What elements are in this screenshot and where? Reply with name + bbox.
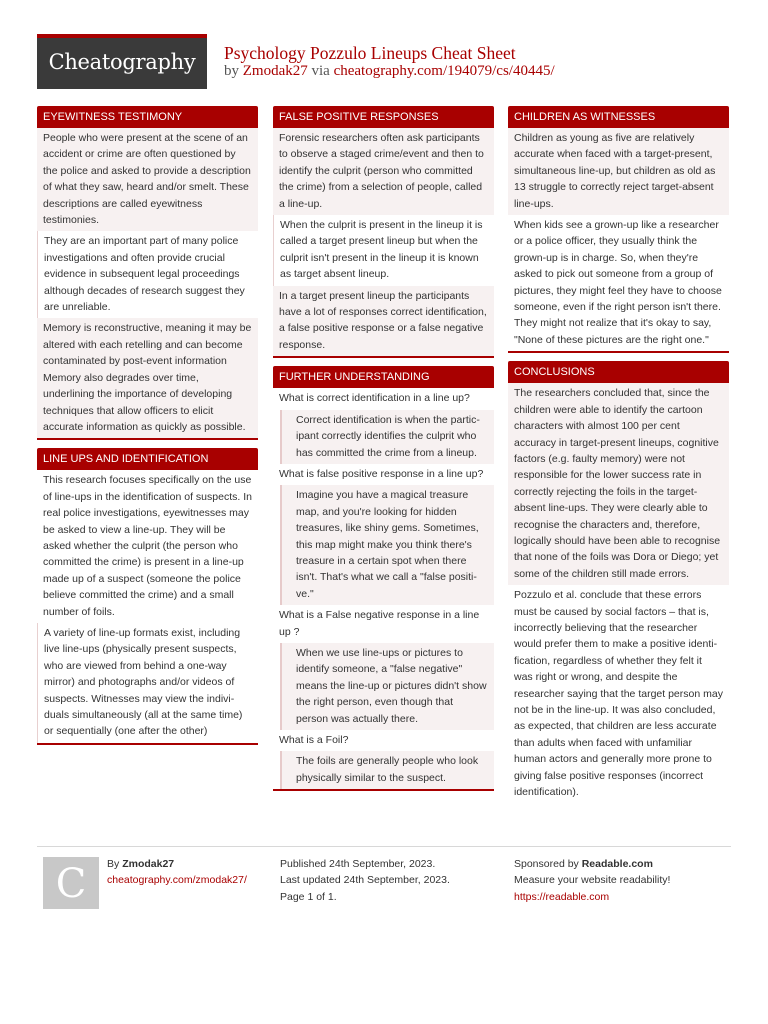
column-2 [273, 106, 494, 799]
avatar-letter: C [55, 861, 87, 907]
text-block: People who were present at the scene of an accident or crime are often questioned by the police and asked to provide a description of what they saw, heard and/or smelt. These descriptions are called eyewitness testimonies. [37, 128, 258, 231]
sponsor-line [514, 856, 670, 872]
footer-sponsor [514, 856, 670, 905]
column-3 [508, 106, 729, 811]
section-heading: CHILDREN AS WITNESSES [508, 106, 729, 128]
text-block: This research focuses specifically on the use of line-ups in the identification of suspects. In real police investigations, eyewitnesses may be asked to view a line-up. They will be asked whether the culprit (the person who committed the crime) is present in a line-up made up of a suspect (someone the police believe committed the crime) and a small number of foils. [43, 474, 252, 618]
via-label: via [311, 63, 330, 79]
footer [37, 846, 731, 907]
sheet-url-link[interactable]: cheatography.com/194079/cs/40445/ [333, 63, 555, 79]
text-block: Forensic researchers often ask participants to observe a staged crime/event and then to identify the culprit (person who committed the crime) from a selection of people, called a line-up. [273, 128, 494, 215]
updated-date: Last updated 24th September, 2023. [280, 874, 450, 887]
text-block: In a target present lineup the participants have a lot of responses correct identification, a false positive response or a false negative response. [273, 286, 494, 357]
text-block: A variety of line-up formats exist, including live line-ups (physically present suspects, who are viewed from behind a one-way mirror) and photographs and/or videos of suspects. Witnesses may view the individuals simultaneously (all at the same time) or sequentially (one after the other) [37, 623, 258, 743]
answer: Correct identification is when the participant correctly identifies the culprit who has committed the crime from a lineup. [280, 410, 494, 464]
answer: The foils are generally people who look physically similar to the suspect. [280, 751, 494, 789]
sponsored-label: Sponsored by [514, 858, 579, 870]
answer: When we use line-ups or pictures to identify someone, a "false negative" means the line-up or pictures didn't show the right person, even though that person was actually there. [280, 643, 494, 730]
text-block: When the culprit is present in the lineup it is called a target present lineup but when the culprit isn't present in the lineup it is known as target absent lineup. [273, 215, 494, 286]
section-eyewitness-testimony [37, 106, 258, 440]
section-false-positive-responses [273, 106, 494, 358]
author-link[interactable]: Zmodak27 [242, 63, 308, 79]
section-heading: LINE UPS AND IDENTIFICATION [37, 448, 258, 470]
text-block: Memory is reconstructive, meaning it may be altered with each retelling and can become contaminated by post-event information Memory also degrades over time, underlining the importance of developing techniques that allow officers to elicit accurate information as quickly as possible. [37, 318, 258, 438]
sponsor-name[interactable]: Readable.com [581, 858, 653, 870]
question: What is correct identification in a line up? [273, 388, 494, 409]
section-heading: EYEWITNESS TESTIMONY [37, 106, 258, 128]
by-label: By [107, 858, 120, 870]
footer-dates [280, 856, 450, 905]
text-block: Pozzulo et al. conclude that these errors must be caused by social factors – that is, incorrectly believing that the researcher would prefer them to make a positive identification, regardless of whether they felt it was right or wrong, and despite the researcher saying that the target person may not be in the line-up. It was also concluded, as expected, that children are less accurate than adults when faced with unfamiliar human actors and generally more prone to giving false positive responses (incorrect identification). [514, 589, 723, 799]
sponsor-tagline: Measure your website readability! [514, 874, 671, 887]
text-block: When kids see a grown-up like a researcher or a police officer, they usually think the grown-up is in charge. So, when they're asked to pick out someone from a group of pictures, they might feel they have to choose someone, even if the right person isn't there. They might not realize that it's okay to say, "None of these pictures are the right one." [514, 219, 722, 346]
footer-author [107, 856, 247, 889]
section-heading: FALSE POSITIVE RESPONSES [273, 106, 494, 128]
text-block: They are an important part of many police investigations and often provide crucial evidence in subsequent legal proceedings although decades of research suggest they are unreliable. [37, 231, 258, 318]
footer-author-name[interactable]: Zmodak27 [122, 858, 175, 870]
question: What is false positive response in a line up? [273, 464, 494, 485]
footer-author-url[interactable]: cheatography.com/zmodak27/ [107, 874, 247, 887]
section-further-understanding [273, 366, 494, 791]
avatar[interactable] [43, 857, 99, 909]
sponsor-url[interactable]: https://readable.com [514, 890, 610, 903]
by-label: by [224, 63, 239, 79]
column-1 [37, 106, 258, 753]
byline [224, 63, 555, 80]
logo-text: Cheatography [48, 50, 196, 74]
published-date: Published 24th September, 2023. [280, 858, 436, 870]
question: What is a Foil? [273, 730, 494, 751]
page-number: Page 1 of 1. [280, 890, 337, 903]
section-conclusions [508, 361, 729, 803]
page-title: Psychology Pozzulo Lineups Cheat Sheet [224, 43, 516, 63]
footer-author-line [107, 856, 247, 872]
section-line-ups-identification [37, 448, 258, 745]
text-block: Children as young as five are relatively accurate when faced with a target-present, simultaneous line-up, but children as old as 13 struggle to correctly reject target-absent line-ups. [508, 128, 729, 215]
section-heading: CONCLUSIONS [508, 361, 729, 383]
section-children-as-witnesses [508, 106, 729, 353]
section-heading: FURTHER UNDERSTANDING [273, 366, 494, 388]
cheatography-logo[interactable] [37, 34, 207, 89]
text-block: The researchers concluded that, since the children were able to identify the cartoon characters with almost 100 per cent accuracy in target-present lineups, cognitive factors (e.g. faulty memory) were not responsible for the lower success rate in correctly rejecting the foils in the target-absent line-ups. They were clearly able to recognise the characters and, therefore, logically should have been able to recognise that none of the foils was Dora or Diego; yet some of the children still made errors. [508, 383, 729, 585]
question: What is a False negative response in a line up ? [273, 605, 494, 643]
answer: Imagine you have a magical treasure map, and you're looking for hidden treasures, like shiny gems. Sometimes, this map might make you think there's treasure in a certain spot when there isn't. That's what we call a "false positive." [280, 485, 494, 605]
